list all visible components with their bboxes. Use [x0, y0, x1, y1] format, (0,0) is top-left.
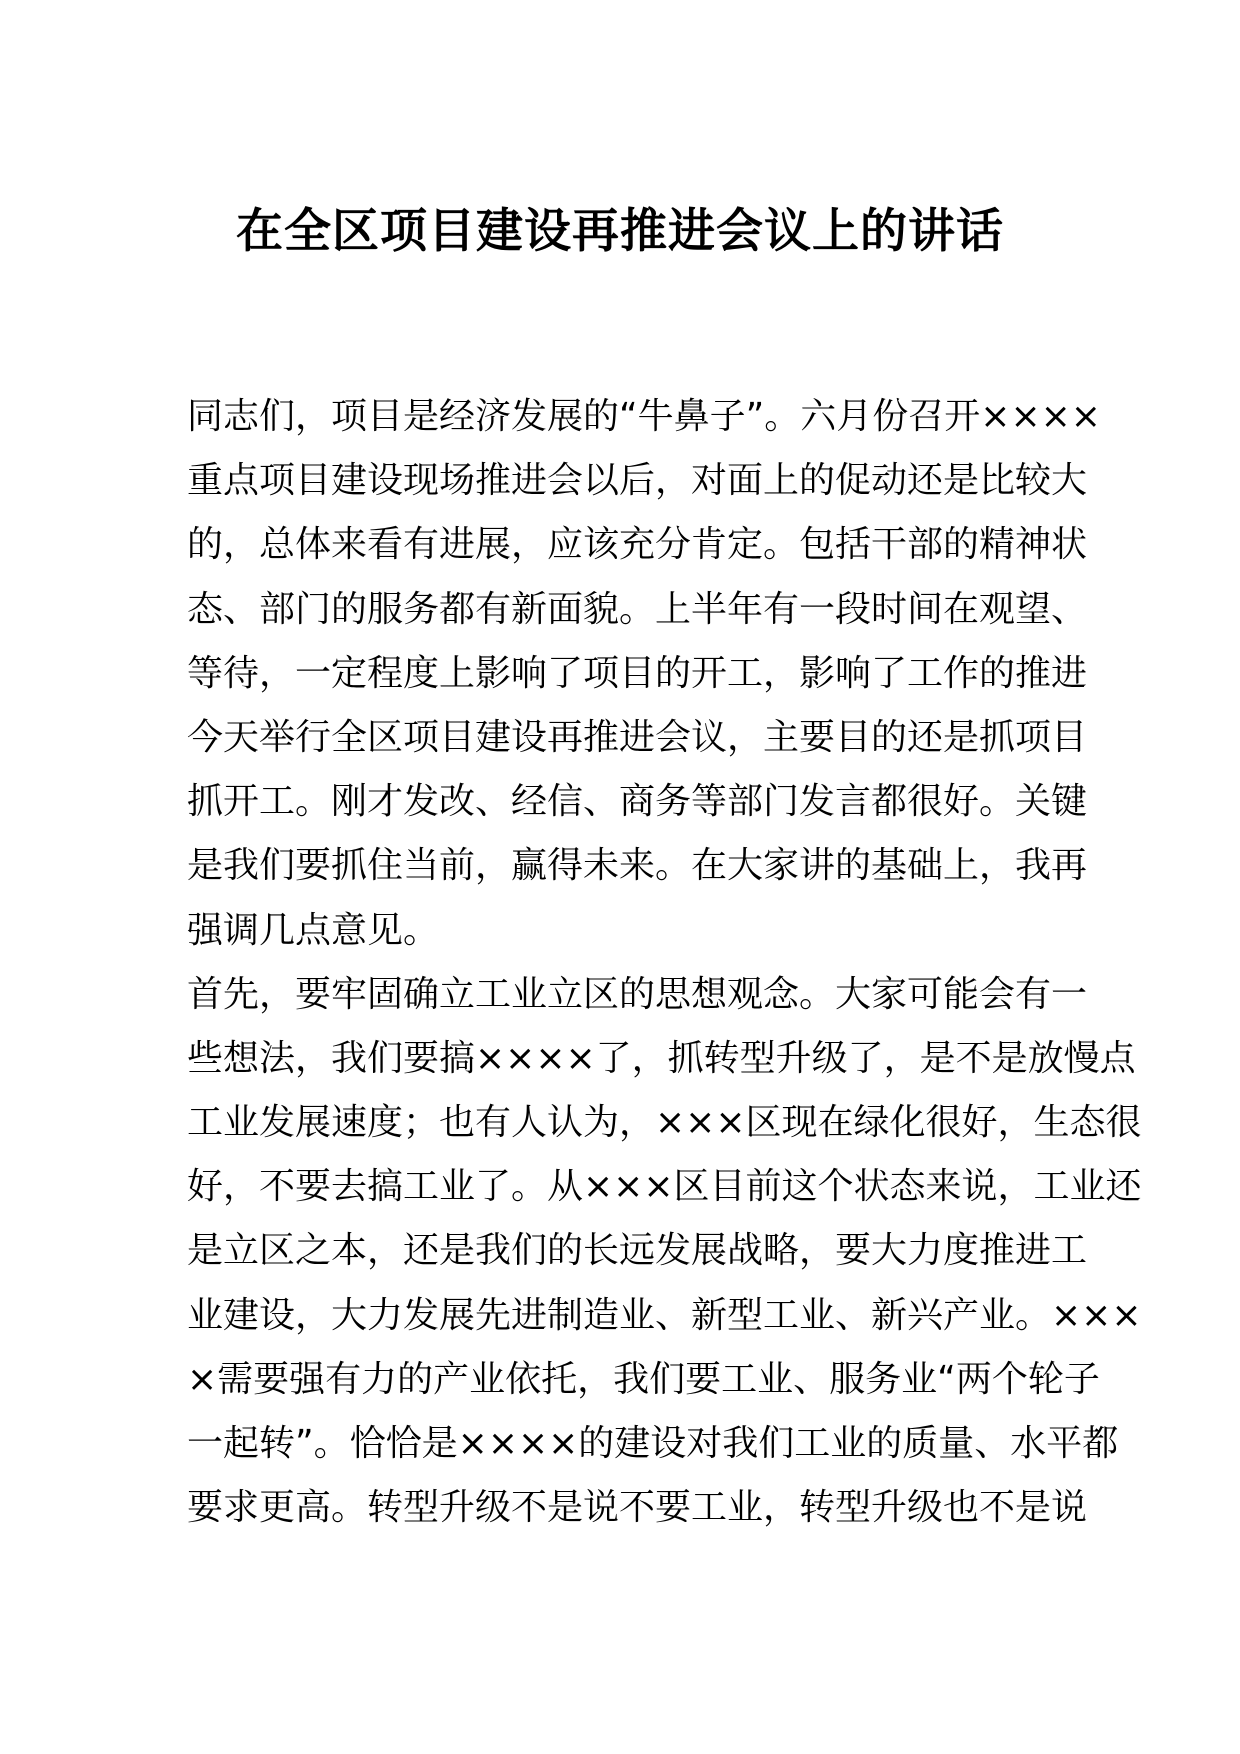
body-line: 抓开工。刚才发改、经信、商务等部门发言都很好。关键	[187, 781, 1088, 823]
document-body	[187, 385, 1142, 1540]
body-line: 些想法，我们要搞××××了，抓转型升级了，是不是放慢点	[187, 1037, 1136, 1079]
body-line: 今天举行全区项目建设再推进会议，主要目的还是抓项目	[187, 716, 1088, 758]
body-line: 是立区之本，还是我们的长远发展战略，要大力度推进工	[187, 1230, 1088, 1272]
body-line: 业建设，大力发展先进制造业、新型工业、新兴产业。×××	[187, 1294, 1142, 1336]
body-line: 一起转”。恰恰是××××的建设对我们工业的质量、水平都	[187, 1423, 1119, 1464]
body-line: 工业发展速度；也有人认为，×××区现在绿化很好，生态很	[187, 1102, 1142, 1144]
body-line: 重点项目建设现场推进会以后，对面上的促动还是比较大	[187, 460, 1088, 502]
body-line: 等待，一定程度上影响了项目的开工，影响了工作的推进	[187, 652, 1088, 694]
document-title: 在全区项目建设再推进会议上的讲话	[236, 204, 1004, 259]
body-line: 同志们，项目是经济发展的“牛鼻子”。六月份召开××××	[187, 396, 1101, 437]
body-line: 强调几点意见。	[187, 909, 440, 951]
body-line: 首先，要牢固确立工业立区的思想观念。大家可能会有一	[187, 973, 1088, 1015]
body-line: 好，不要去搞工业了。从×××区目前这个状态来说，工业还	[187, 1166, 1142, 1208]
body-line: ×需要强有力的产业依托，我们要工业、服务业“两个轮子	[187, 1358, 1100, 1400]
body-line: 要求更高。转型升级不是说不要工业，转型升级也不是说	[187, 1487, 1088, 1529]
body-line: 的，总体来看有进展，应该充分肯定。包括干部的精神状	[187, 524, 1088, 566]
body-line: 态、部门的服务都有新面貌。上半年有一段时间在观望、	[187, 588, 1088, 630]
body-line: 是我们要抓住当前，赢得未来。在大家讲的基础上，我再	[187, 845, 1088, 887]
